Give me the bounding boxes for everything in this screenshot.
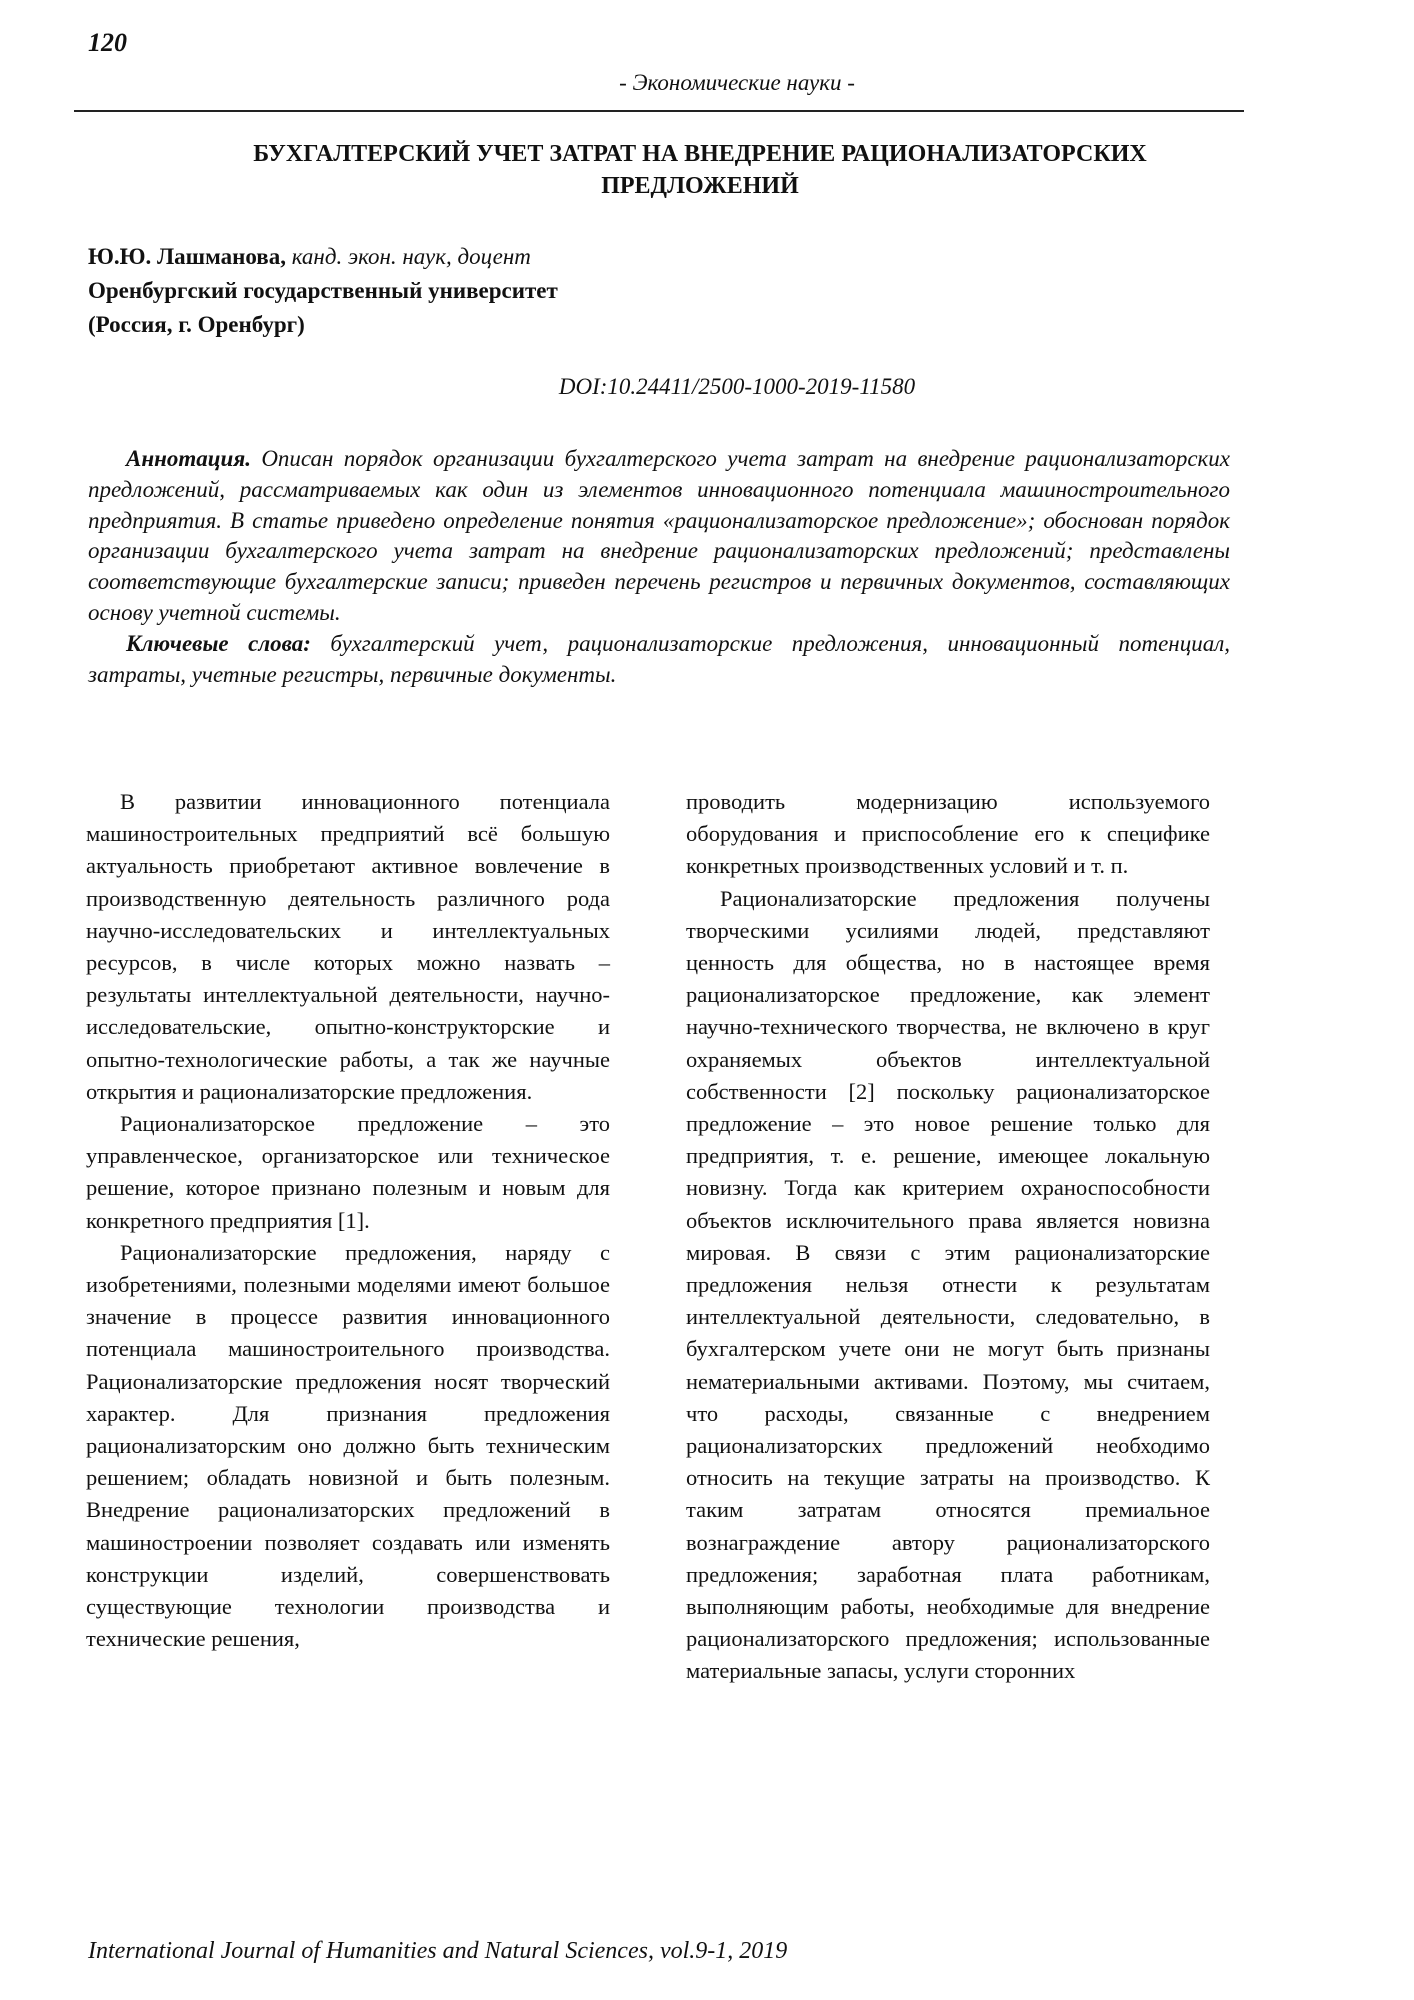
keywords: [88, 629, 1230, 691]
journal-footer: International Journal of Humanities and Natural Sciences, vol.9-1, 2019: [88, 1938, 788, 1964]
author-degree: канд. экон. наук, доцент: [285, 244, 531, 269]
abstract-text: Описан порядок организации бухгалтерского учета затрат на внедрение рационализаторских предложений, рассматриваемых как один из элементов инновационного потенциала машиностроительного предприятия. В статье приведено определение понятия «рационализаторское предложение»; обоснован порядок организации бухгалтерского учета затрат на внедрение рационализаторских предложений; представлены соответствующие бухгалтерские записи; приведен перечень регистров и первичных документов, составляющих основу учетной системы.: [88, 446, 1230, 625]
body-paragraph: Рационализаторское предложение – это управленческое, организаторское или техническое решение, которое признано полезным и новым для конкретного предприятия [1].: [86, 1111, 610, 1233]
body-column-right: [686, 786, 1210, 1688]
body-paragraph: проводить модернизацию используемого оборудования и приспособление его к специфике конкретных производственных условий и т. п.: [686, 789, 1210, 879]
body-paragraph: Рационализаторские предложения получены творческими усилиями людей, представляют ценность для общества, но в настоящее время рационализаторское предложение, как элемент научно-технического творчества, не включено в круг охраняемых объектов интеллектуальной собственности [2] поскольку рационализаторское предложение – это новое решение только для предприятия, т. е. решение, имеющее локальную новизну. Тогда как критерием охраноспособности объектов исключительного права является новизна мировая. В связи с этим рационализаторские предложения нельзя отнести к результатам интеллектуальной деятельности, следовательно, в бухгалтерском учете они не могут быть признаны нематериальными активами. Поэтому, мы считаем, что расходы, связанные с внедрением рационализаторских предложений необходимо относить на текущие затраты на производство. К таким затратам относятся премиальное вознаграждение автору рационализаторского предложения; заработная плата работникам, выполняющим работы, необходимые для внедрение рационализаторского предложения; использованные материальные запасы, услуги сторонних: [686, 885, 1210, 1684]
page-number: 120: [88, 28, 127, 57]
body-column-left: [86, 786, 610, 1655]
abstract: [88, 444, 1230, 629]
author-line: [88, 240, 558, 274]
keywords-label: Ключевые слова:: [126, 630, 311, 656]
doi: DOI:10.24411/2500-1000-2019-11580: [558, 374, 916, 399]
body-paragraph: В развитии инновационного потенциала машиностроительных предприятий всё большую актуальность приобретают активное вовлечение в производственную деятельность различного рода научно-исследовательских и интеллектуальных ресурсов, в числе которых можно назвать – результаты интеллектуальной деятельности, научно-исследовательские, опытно-конструкторские и опытно-технологические работы, а так же научные открытия и рационализаторские предложения.: [86, 789, 610, 1104]
header-divider: [74, 110, 1244, 112]
author-name: Ю.Ю. Лашманова,: [88, 244, 286, 269]
body-paragraph: Рационализаторские предложения, наряду с изобретениями, полезными моделями имеют большое значение в процессе развития инновационного потенциала машиностроительного производства. Рационализаторские предложения носят творческий характер. Для признания предложения рационализаторским оно должно быть техническим решением; обладать новизной и быть полезным. Внедрение рационализаторских предложений в машиностроении позволяет создавать или изменять конструкции изделий, совершенствовать существующие технологии производства и технические решения,: [86, 1239, 610, 1652]
article-title-line-1: БУХГАЛТЕРСКИЙ УЧЕТ ЗАТРАТ НА ВНЕДРЕНИЕ РАЦИОНАЛИЗАТОРСКИХ: [253, 141, 1147, 167]
article-title-line-2: ПРЕДЛОЖЕНИЙ: [601, 173, 799, 199]
author-location: (Россия, г. Оренбург): [88, 312, 305, 337]
keywords-text: бухгалтерский учет, рационализаторские предложения, инновационный потенциал, затраты, учетные регистры, первичные документы.: [88, 630, 1230, 687]
abstract-block: [88, 444, 1230, 690]
running-header-section: - Экономические науки -: [619, 70, 855, 95]
abstract-label: Аннотация.: [126, 446, 251, 471]
article-title: [130, 138, 1270, 202]
author-affiliation: Оренбургский государственный университет: [88, 278, 558, 303]
author-block: [88, 240, 558, 342]
